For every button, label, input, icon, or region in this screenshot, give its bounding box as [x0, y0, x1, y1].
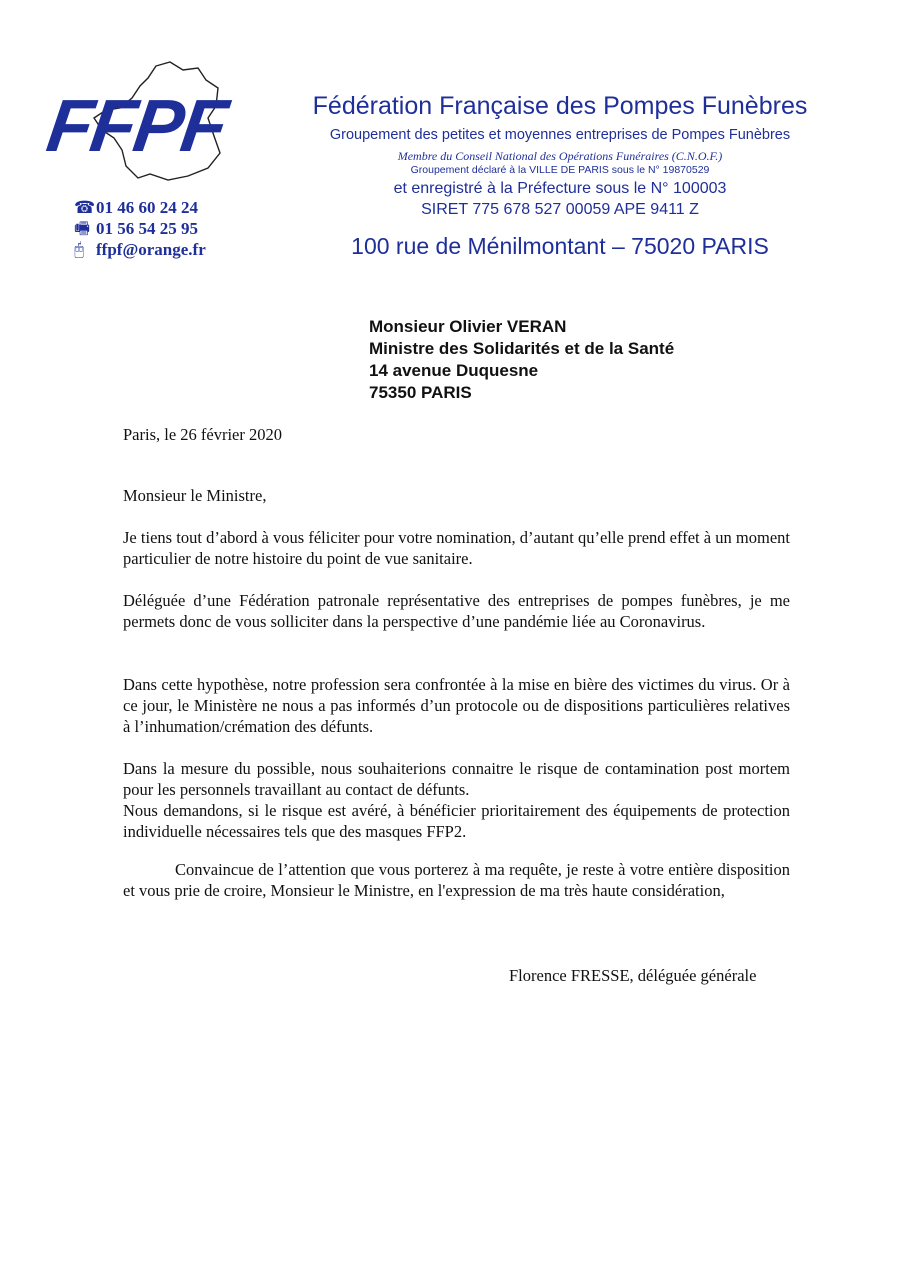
federation-address: 100 rue de Ménilmontant – 75020 PARIS — [351, 233, 769, 259]
ffpf-logo — [42, 58, 258, 188]
federation-subtitle: Groupement des petites et moyennes entreprises de Pompes Funèbres — [329, 127, 791, 143]
cnof-membership: Membre du Conseil National des Opérations Funéraires (C.N.O.F.) — [397, 149, 723, 163]
registration-line: et enregistré à la Préfecture sous le N° 100003 — [393, 180, 727, 197]
salutation: Monsieur le Ministre, — [123, 486, 267, 505]
telephone-icon: ☎ — [74, 198, 96, 217]
fax-icon: 🖷 — [74, 219, 91, 238]
recipient-block — [369, 316, 789, 404]
contact-fax — [74, 219, 254, 239]
letter-date: Paris, le 26 février 2020 — [123, 425, 282, 444]
mouse-icon: 🖰 — [74, 240, 85, 259]
logo-text: FFPF — [42, 84, 231, 167]
signature: Florence FRESSE, déléguée générale — [509, 966, 757, 985]
contact-phone — [74, 198, 254, 218]
declaration-line: Groupement déclaré à la VILLE DE PARIS sous le N° 19870529 — [410, 164, 710, 176]
recipient-title: Ministre des Solidarités et de la Santé — [369, 339, 675, 358]
phone-number: 01 46 60 24 24 — [96, 198, 198, 217]
contact-email — [74, 240, 254, 260]
federation-name: Fédération Française des Pompes Funèbres — [312, 92, 808, 120]
paragraph-4: Dans la mesure du possible, nous souhaiterions connaitre le risque de contamination post mortem pour les personnels travaillant au contact de défunts. — [123, 759, 790, 799]
paragraph-1: Je tiens tout d’abord à vous féliciter pour votre nomination, d’autant qu’elle prend effet à un moment particulier de notre histoire du point de vue sanitaire. — [123, 528, 790, 568]
siret-line: SIRET 775 678 527 00059 APE 9411 Z — [421, 201, 699, 218]
recipient-name: Monsieur Olivier VERAN — [369, 317, 567, 336]
paragraph-2: Déléguée d’une Fédération patronale représentative des entreprises de pompes funèbres, je me permets donc de vous solliciter dans la perspective d’une pandémie liée au Coronavirus. — [123, 591, 790, 631]
closing-paragraph: Convaincue de l’attention que vous porterez à ma requête, je reste à votre entière disposition et vous prie de croire, Monsieur le Ministre, en l'expression de ma très haute considération, — [123, 860, 790, 900]
fax-number: 01 56 54 25 95 — [96, 219, 198, 238]
paragraph-3: Dans cette hypothèse, notre profession sera confrontée à la mise en bière des victimes du virus. Or à ce jour, le Ministère ne nous a pas informés d’un protocole ou de dispositions particulières relatives à l’inhumation/crémation des défunts. — [123, 675, 790, 736]
recipient-street: 14 avenue Duquesne — [369, 361, 539, 380]
email-address: ffpf@orange.fr — [96, 240, 206, 259]
recipient-city: 75350 PARIS — [369, 383, 472, 402]
paragraph-5: Nous demandons, si le risque est avéré, à bénéficier prioritairement des équipements de protection individuelle nécessaires tels que des masques FFP2. — [123, 801, 790, 841]
